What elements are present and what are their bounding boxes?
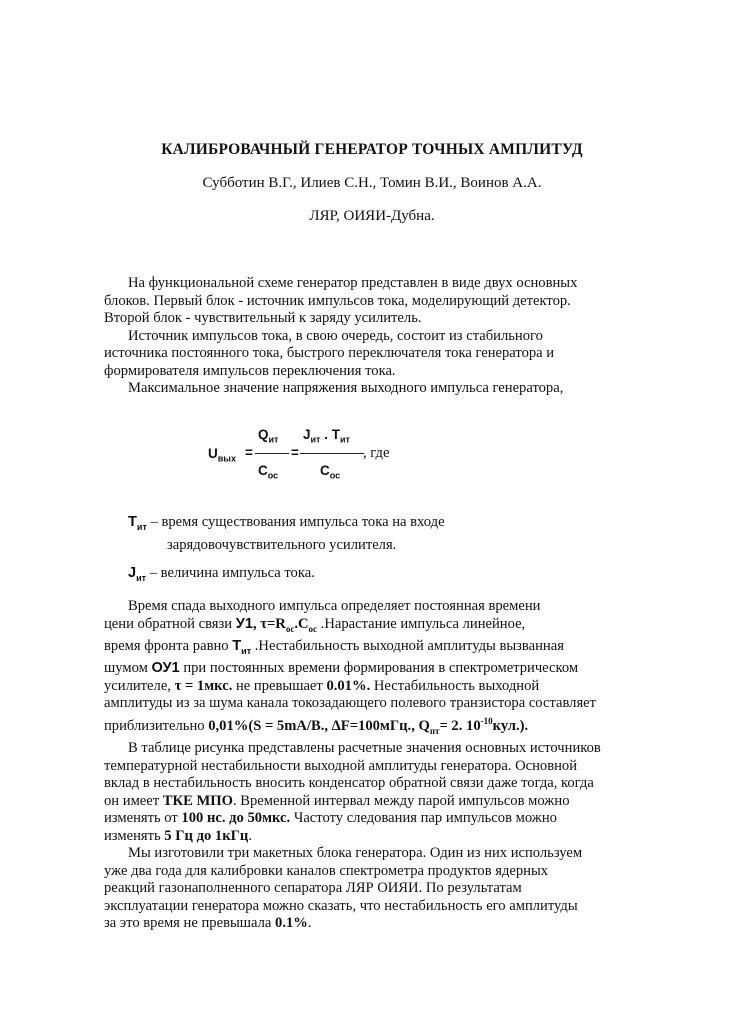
affiliation-line: ЛЯР, ОИЯИ-Дубна.	[309, 208, 435, 224]
intro-line: На функциональной схеме генератор представлен в виде двух основных	[128, 275, 578, 291]
fraction-bar	[300, 453, 364, 454]
intro-line: формирователя импульсов переключения тока.	[104, 362, 396, 379]
authors-line: Субботин В.Г., Илиев С.Н., Томин В.И., Воинов А.А.	[202, 175, 542, 191]
definition-t: $T_{ит}$ – время существования импульса тока на входе зарядовочувствительного усилителя.	[128, 514, 445, 553]
intro-line: Второй блок - чувствительный к заряду усилитель.	[104, 310, 422, 326]
output-voltage-formula	[208, 426, 408, 486]
definition-j: $J_{ит}$ – величина импульса тока.	[128, 565, 315, 583]
formula-numerator-q: $Q_{ит}$	[258, 427, 279, 445]
intro-line: блоков. Первый блок - источник импульсов тока, моделирующий детектор.	[104, 292, 571, 309]
intro-line: источника постоянного тока, быстрого переключателя тока генератора и	[104, 345, 555, 361]
document-title: КАЛИБРОВАЧНЫЙ ГЕНЕРАТОР ТОЧНЫХ АМПЛИТУД	[161, 141, 583, 158]
formula-numerator-jt: $J_{ит}$ . $T_{ит}$	[303, 427, 350, 445]
intro-paragraph	[104, 275, 624, 398]
fraction-bar	[255, 453, 289, 454]
formula-denominator-c: $C_{ос}$	[258, 463, 279, 481]
formula-denominator-c: $C_{ос}$	[320, 463, 341, 481]
body-paragraph: Время спада выходного импульса определяет постоянная времени цени обратной связи У1, $\tau=R_{oc}.C_{oc}$ .Нарастание импульса линейное, время фронта равно $T_{ит}$ .Нестабильность выходной амплитуды вызванная шумом ОУ1 при постоянных времени формирования в спектрометрическом усилителе, τ = 1мкс. не превышает 0.01%. Нестабильность выходной амплитуды из за шума канала токозадающего полевого транзистора составляет приблизительно 0,01%(S = 5mA/B., ΔF=100мГц., $Q_{пт}= 2$. $10^{-10}кул$.). В таблице рисунка представлены расчетные значения основных источников температурной нестабильности выходной амплитуды генератора. Основной вклад в нестабильность вносить конденсатор обратной связи даже тогда, когда он имеет ТКЕ МПО. Временной интервал между парой импульсов можно изменять от 100 нс. до 50мкс. Частоту следования пар импульсов можно изменять 5 Гц до 1кГц. Мы изготовили три макетных блока генератора. Один из них используем уже два года для калибровки каналов спектрометра продуктов ядерных реакций газонаполненного сепаратора ЛЯР ОИЯИ. По результатам эксплуатации генератора можно сказать, что нестабильность его амплитуды за это время не превышала 0.1%.	[104, 598, 601, 932]
formula-lhs: $U_{вых}$	[208, 446, 236, 464]
formula-equals: =	[291, 445, 299, 460]
intro-line: Источник импульсов тока, в свою очередь, состоит из стабильного	[128, 327, 543, 344]
formula-equals: =	[245, 445, 253, 460]
formula-suffix: , где	[363, 445, 390, 461]
intro-line: Максимальное значение напряжения выходного импульса генератора,	[128, 380, 564, 396]
